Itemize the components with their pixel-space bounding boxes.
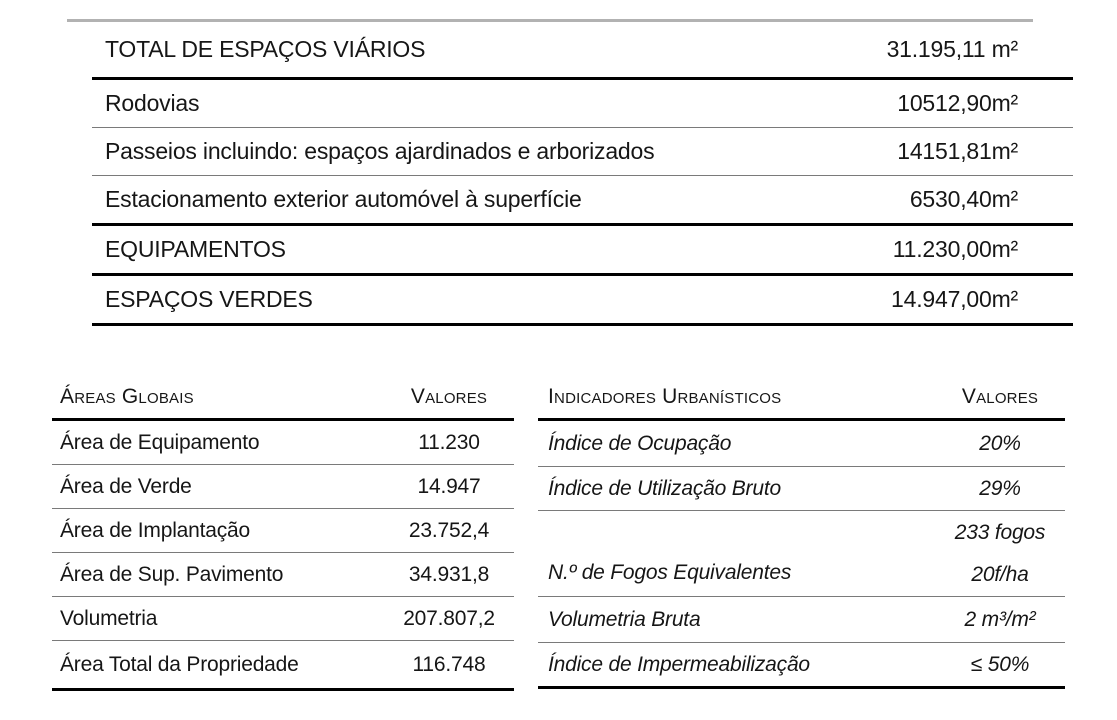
- row-value: 14.947,00m²: [891, 286, 1018, 312]
- row-value: 10512,90m²: [897, 90, 1018, 116]
- table-row: [52, 641, 514, 691]
- table-row: [538, 421, 1065, 467]
- indicadores-urbanisticos-table: [538, 376, 1065, 689]
- row-label: TOTAL DE ESPAÇOS VIÁRIOS: [105, 35, 426, 62]
- espacos-viarios-table: [92, 21, 1073, 326]
- row-label: EQUIPAMENTOS: [105, 236, 286, 262]
- table-row: [52, 553, 514, 597]
- row-value: 34.931,8: [408, 562, 490, 586]
- table-row: [538, 511, 1065, 597]
- table-row: [538, 597, 1065, 643]
- row-label: Rodovias: [105, 90, 200, 116]
- table-row: [52, 465, 514, 509]
- row-value: 116.748: [412, 652, 486, 676]
- row-label: Passeios incluindo: espaços ajardinados e arborizados: [105, 138, 655, 164]
- table-row: [538, 467, 1065, 511]
- column-header: Valores: [410, 385, 488, 408]
- row-value: 11.230: [418, 430, 480, 454]
- table-row: [92, 21, 1073, 80]
- row-value: 23.752,4: [408, 518, 490, 542]
- row-value: ≤ 50%: [970, 652, 1030, 676]
- table-row: [92, 276, 1073, 326]
- table-row: [538, 643, 1065, 689]
- row-value-group: [935, 512, 1065, 596]
- row-value: 14151,81m²: [897, 138, 1018, 164]
- row-value: 14.947: [417, 474, 481, 498]
- table-header-row: [538, 376, 1065, 421]
- row-label: Estacionamento exterior automóvel à superfície: [105, 186, 582, 212]
- table-row: [92, 176, 1073, 226]
- row-label: Área de Equipamento: [60, 430, 260, 454]
- row-label: ESPAÇOS VERDES: [105, 286, 313, 312]
- row-label: Índice de Ocupação: [548, 431, 732, 455]
- row-label: Área de Sup. Pavimento: [60, 562, 284, 586]
- row-value: 2 m³/m²: [964, 607, 1036, 631]
- row-label: Área de Verde: [60, 474, 192, 498]
- row-label: Índice de Impermeabilização: [548, 652, 810, 676]
- row-label: Índice de Utilização Bruto: [548, 476, 781, 500]
- row-label: Área de Implantação: [60, 518, 250, 542]
- row-value: 6530,40m²: [909, 186, 1018, 212]
- row-label: Volumetria: [60, 606, 158, 630]
- row-value: 233 fogos: [954, 521, 1046, 544]
- column-header: Indicadores Urbanísticos: [548, 385, 782, 408]
- table-row: [92, 226, 1073, 276]
- row-value: 20%: [979, 431, 1021, 455]
- column-header: Valores: [961, 385, 1039, 408]
- areas-globais-table: [52, 376, 514, 691]
- row-label: Volumetria Bruta: [548, 607, 701, 631]
- row-value: 207.807,2: [403, 606, 495, 630]
- row-value: 31.195,11 m²: [886, 35, 1018, 62]
- table-row: [92, 128, 1073, 176]
- table-row: [52, 509, 514, 553]
- table-row: [52, 597, 514, 641]
- table-row: [92, 80, 1073, 128]
- row-value: 20f/ha: [971, 563, 1029, 586]
- table-row: [52, 421, 514, 465]
- row-value: 29%: [979, 476, 1021, 500]
- row-label: Área Total da Propriedade: [60, 652, 299, 676]
- table-header-row: [52, 376, 514, 421]
- row-value: 11.230,00m²: [892, 236, 1018, 262]
- row-label: N.º de Fogos Equivalentes: [548, 561, 792, 584]
- column-header: Áreas Globais: [60, 385, 194, 408]
